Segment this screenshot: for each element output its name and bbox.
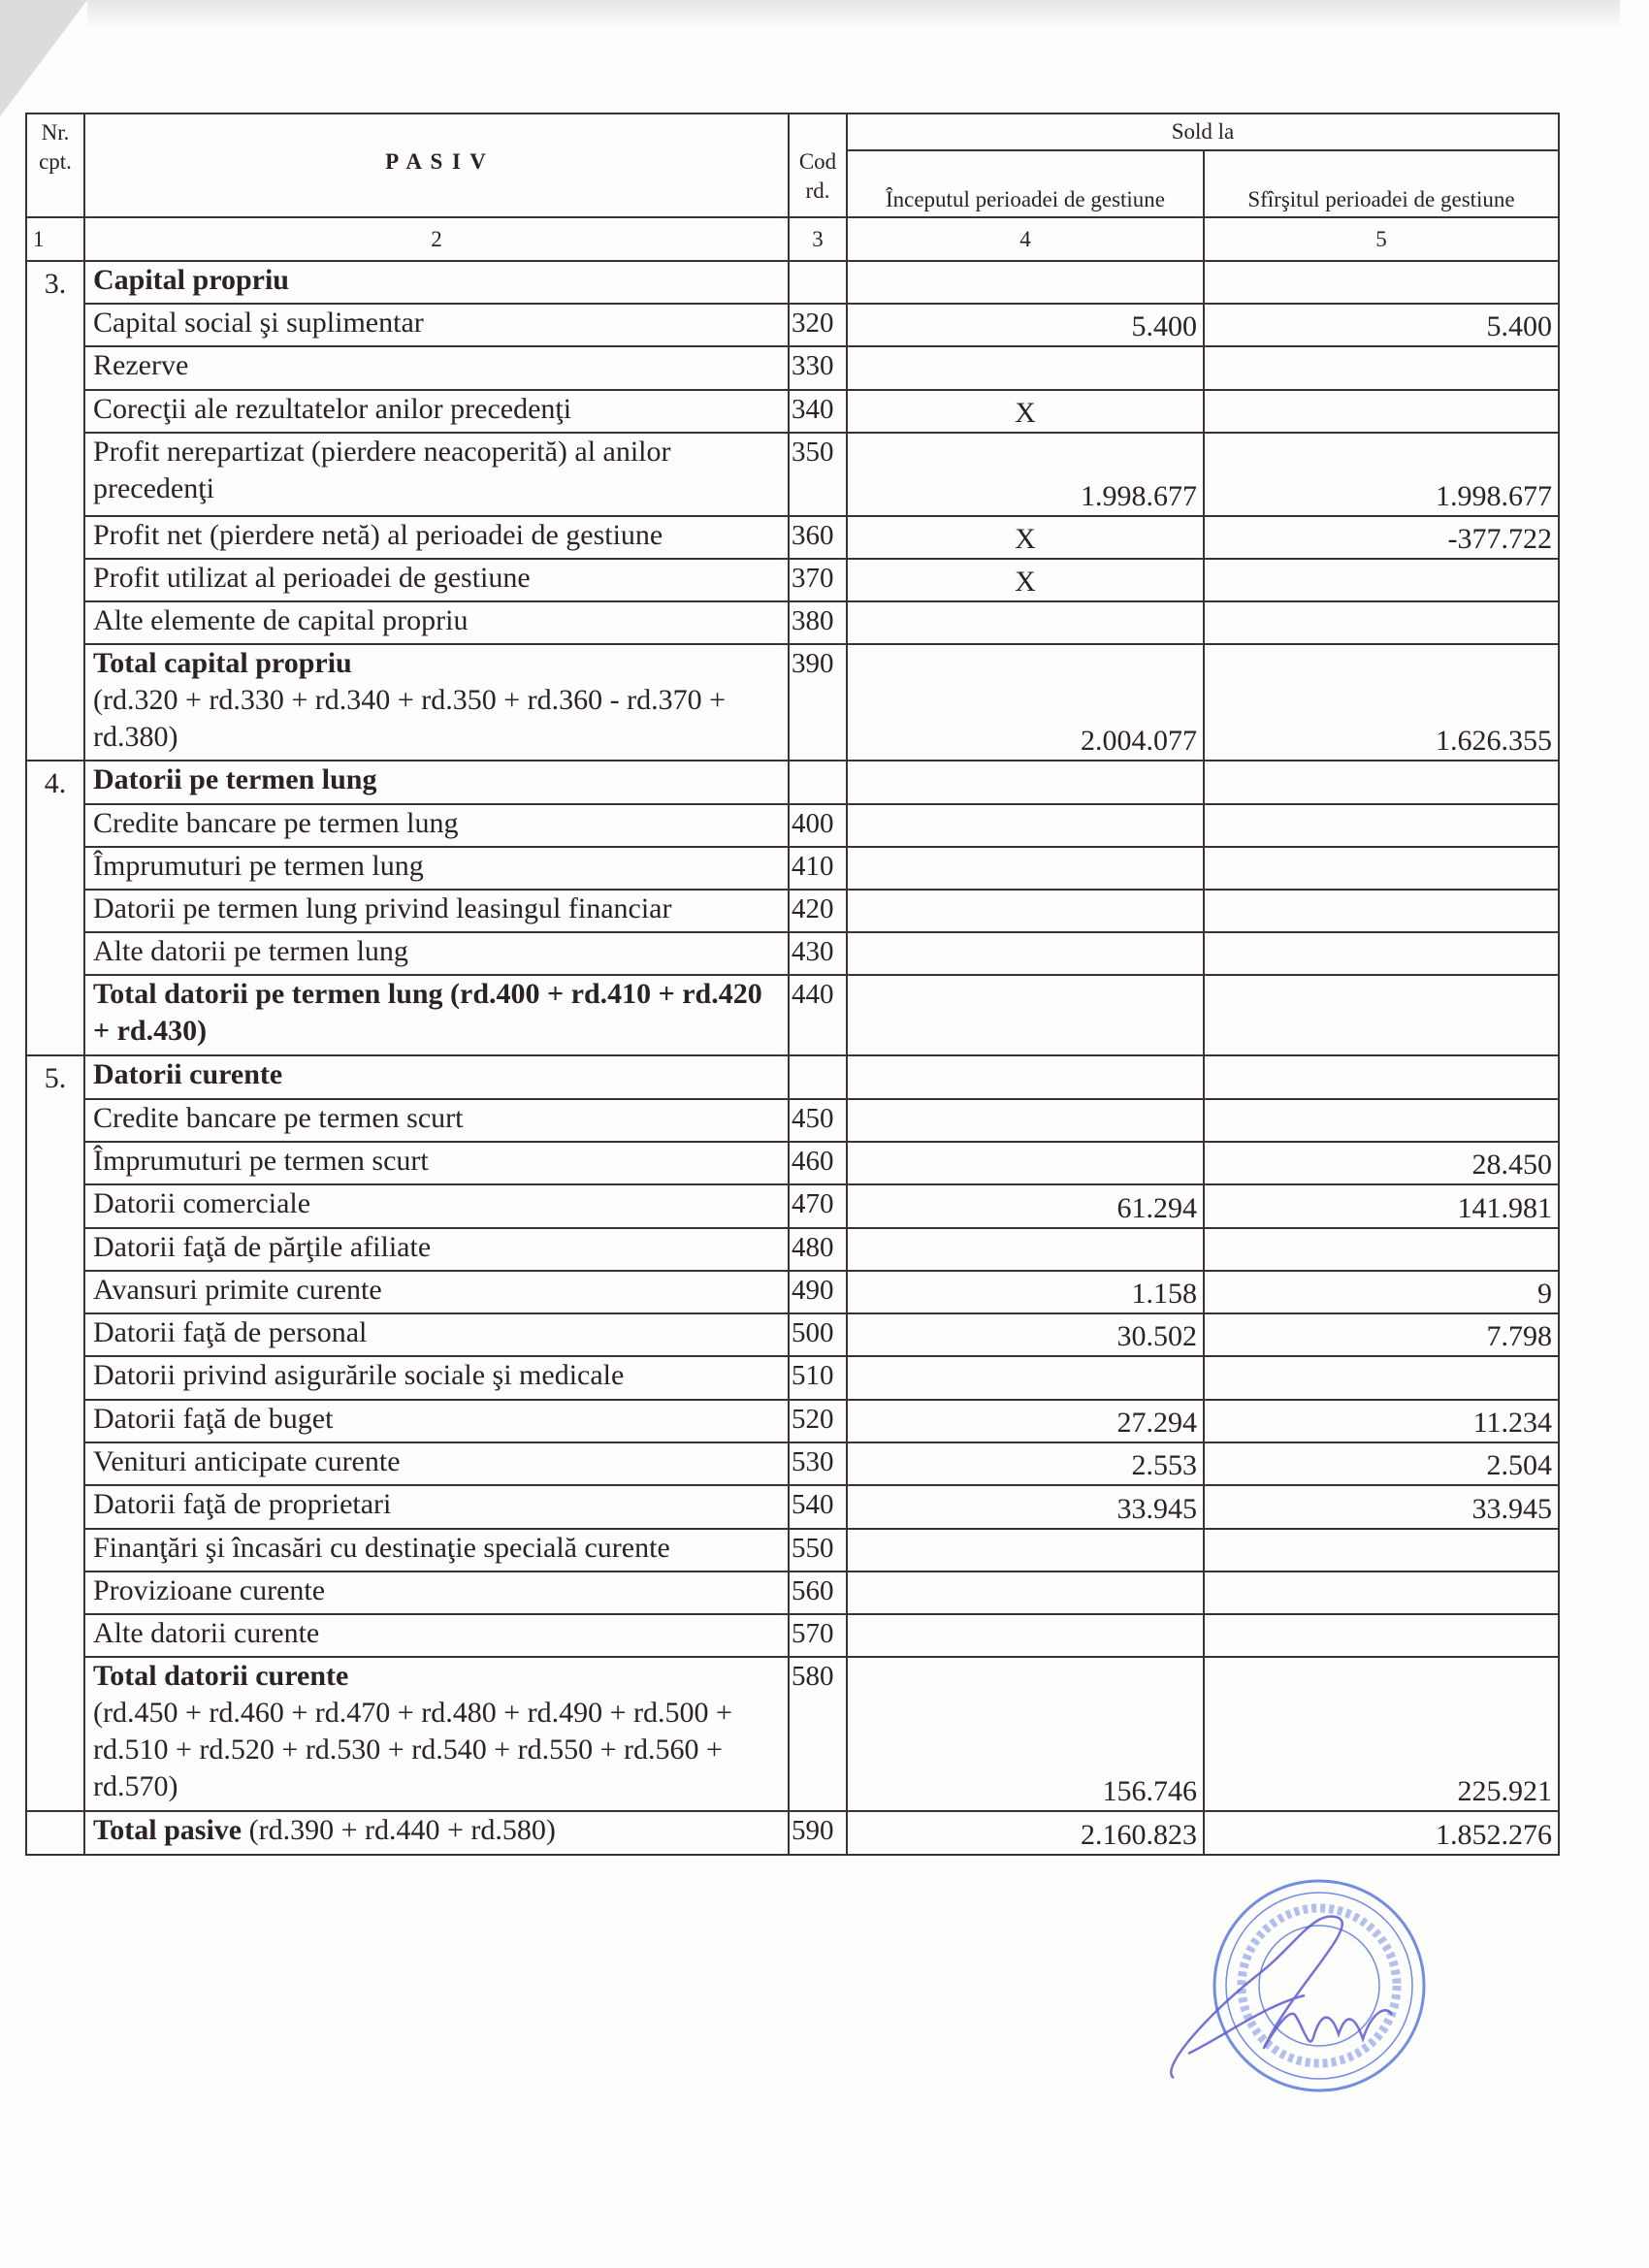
- table-row: [26, 1614, 1559, 1657]
- table-row: [26, 1271, 1559, 1313]
- row-label-430: [84, 932, 789, 975]
- section-number: 3.: [26, 261, 84, 761]
- row-label-500: [84, 1313, 789, 1356]
- row-label-text: Total datorii curente: [93, 1660, 349, 1692]
- value-start-of-period: [847, 1529, 1204, 1571]
- row-label-320: [84, 304, 789, 346]
- code-cell: [789, 761, 847, 804]
- table-row: [26, 804, 1559, 847]
- table-row: [26, 932, 1559, 975]
- table-row: [26, 1485, 1559, 1529]
- row-label-text: Împrumuturi pe termen scurt: [93, 1145, 429, 1177]
- value-end-of-period: [1204, 1099, 1559, 1142]
- table-row: [26, 847, 1559, 890]
- index-3: 3: [789, 217, 847, 261]
- row-code: 500: [789, 1313, 847, 1356]
- page-curl: [0, 0, 87, 116]
- value-end-of-period: [1204, 1614, 1559, 1657]
- value-start-of-period: [847, 1228, 1204, 1271]
- table-row: [26, 346, 1559, 390]
- row-label-530: [84, 1442, 789, 1485]
- row-code: 570: [789, 1614, 847, 1657]
- row-code: 420: [789, 890, 847, 932]
- value-end-of-period: [1204, 390, 1559, 433]
- row-formula: (rd.450 + rd.460 + rd.470 + rd.480 + rd.490 + rd.500 + rd.510 + rd.520 + rd.530 + rd.540 + rd.550 + rd.560 + rd.570): [93, 1697, 732, 1802]
- table-row: [26, 304, 1559, 346]
- row-label-text: Împrumuturi pe termen lung: [93, 850, 424, 882]
- row-label-text: Datorii faţă de părţile afiliate: [93, 1231, 432, 1263]
- value-start-cell: [847, 1055, 1204, 1099]
- section-row: [26, 1055, 1559, 1099]
- table-row: [26, 1571, 1559, 1614]
- value-end-of-period: 9: [1204, 1271, 1559, 1313]
- value-end-of-period: -377.722: [1204, 516, 1559, 559]
- row-code: 560: [789, 1571, 847, 1614]
- value-end-of-period: 11.234: [1204, 1400, 1559, 1442]
- table-row: [26, 1099, 1559, 1142]
- index-2: 2: [84, 217, 789, 261]
- row-code: 540: [789, 1485, 847, 1529]
- value-start-of-period: [847, 932, 1204, 975]
- value-start-of-period: [847, 1142, 1204, 1184]
- value-end-of-period: [1204, 559, 1559, 601]
- row-label-350: [84, 433, 789, 516]
- row-label-560: [84, 1571, 789, 1614]
- row-label-text: Datorii comerciale: [93, 1187, 311, 1219]
- value-start-cell: [847, 761, 1204, 804]
- row-label-440: [84, 975, 789, 1055]
- row-label-text: Profit nerepartizat (pierdere neacoperită) al anilor precedenţi: [93, 436, 671, 504]
- section-row: [26, 761, 1559, 804]
- table-row: [26, 1529, 1559, 1571]
- index-4: 4: [847, 217, 1204, 261]
- value-start-of-period: 5.400: [847, 304, 1204, 346]
- value-start-of-period: 2.004.077: [847, 644, 1204, 761]
- value-start-of-period: 27.294: [847, 1400, 1204, 1442]
- table-row: [26, 559, 1559, 601]
- value-start-of-period: 156.746: [847, 1657, 1204, 1811]
- row-label-520: [84, 1400, 789, 1442]
- code-cell: [789, 261, 847, 304]
- row-label-text: Credite bancare pe termen lung: [93, 807, 459, 839]
- row-label-540: [84, 1485, 789, 1529]
- row-code: 470: [789, 1184, 847, 1228]
- value-end-of-period: [1204, 1228, 1559, 1271]
- value-end-cell: [1204, 1055, 1559, 1099]
- row-code: 370: [789, 559, 847, 601]
- table-row: [26, 890, 1559, 932]
- row-label-text: Datorii faţă de buget: [93, 1403, 334, 1435]
- row-label-text: Alte elemente de capital propriu: [93, 604, 469, 636]
- value-end-of-period: [1204, 346, 1559, 390]
- value-start-of-period: [847, 1356, 1204, 1400]
- value-end-of-period: [1204, 975, 1559, 1055]
- table-row: [26, 433, 1559, 516]
- value-end-of-period: [1204, 1356, 1559, 1400]
- table-row: [26, 390, 1559, 433]
- value-end-of-period: 1.998.677: [1204, 433, 1559, 516]
- row-label-410: [84, 847, 789, 890]
- value-start-of-period: 1.158: [847, 1271, 1204, 1313]
- table-row: [26, 975, 1559, 1055]
- row-label-text: Credite bancare pe termen scurt: [93, 1102, 464, 1134]
- value-start-of-period: X: [847, 516, 1204, 559]
- table-row: [26, 644, 1559, 761]
- row-code: 530: [789, 1442, 847, 1485]
- row-label-360: [84, 516, 789, 559]
- table-row: [26, 601, 1559, 644]
- value-end-of-period: [1204, 1571, 1559, 1614]
- row-code: 590: [789, 1811, 847, 1855]
- value-start-of-period: [847, 1099, 1204, 1142]
- header-sold-la: Sold la: [847, 113, 1559, 150]
- row-label-text: Datorii pe termen lung privind leasingul financiar: [93, 892, 672, 924]
- value-end-of-period: [1204, 847, 1559, 890]
- row-label-text: Datorii faţă de proprietari: [93, 1488, 392, 1520]
- row-label-text: Corecţii ale rezultatelor anilor precedenţi: [93, 393, 572, 425]
- row-code: 580: [789, 1657, 847, 1811]
- row-code: 490: [789, 1271, 847, 1313]
- row-label-460: [84, 1142, 789, 1184]
- row-label-text: Total capital propriu: [93, 647, 352, 679]
- table-row: [26, 1657, 1559, 1811]
- row-code: 520: [789, 1400, 847, 1442]
- row-label-490: [84, 1271, 789, 1313]
- row-label-text: Profit utilizat al perioadei de gestiune: [93, 562, 531, 594]
- row-code: 430: [789, 932, 847, 975]
- row-label-380: [84, 601, 789, 644]
- value-start-of-period: 61.294: [847, 1184, 1204, 1228]
- section-title-capital-propriu: Capital propriu: [84, 261, 789, 304]
- value-end-cell: [1204, 761, 1559, 804]
- row-label-text: Capital social şi suplimentar: [93, 307, 424, 339]
- row-label-590: [84, 1811, 789, 1855]
- balance-sheet-page: [25, 113, 1558, 2122]
- value-start-of-period: 30.502: [847, 1313, 1204, 1356]
- value-start-of-period: [847, 346, 1204, 390]
- table-row: [26, 1142, 1559, 1184]
- row-label-400: [84, 804, 789, 847]
- row-label-390: [84, 644, 789, 761]
- row-label-340: [84, 390, 789, 433]
- row-code: 350: [789, 433, 847, 516]
- table-row: [26, 1313, 1559, 1356]
- value-start-of-period: 2.160.823: [847, 1811, 1204, 1855]
- section-number: 5.: [26, 1055, 84, 1811]
- value-end-of-period: 28.450: [1204, 1142, 1559, 1184]
- value-end-of-period: [1204, 601, 1559, 644]
- value-end-of-period: 225.921: [1204, 1657, 1559, 1811]
- value-end-of-period: [1204, 804, 1559, 847]
- value-start-of-period: [847, 847, 1204, 890]
- table-row: [26, 516, 1559, 559]
- value-start-of-period: [847, 975, 1204, 1055]
- value-start-cell: [847, 261, 1204, 304]
- header-inceput: Începutul perioadei de gestiune: [847, 150, 1204, 217]
- row-code: 390: [789, 644, 847, 761]
- row-label-text: Provizioane curente: [93, 1574, 326, 1606]
- row-code: 440: [789, 975, 847, 1055]
- value-end-of-period: [1204, 890, 1559, 932]
- row-code: 510: [789, 1356, 847, 1400]
- row-label-text: Alte datorii pe termen lung: [93, 935, 408, 967]
- value-end-of-period: [1204, 1529, 1559, 1571]
- table-row: [26, 1184, 1559, 1228]
- row-label-370: [84, 559, 789, 601]
- row-label-text: Alte datorii curente: [93, 1617, 320, 1649]
- company-stamp-and-signature: [1149, 1860, 1460, 2122]
- row-code: 400: [789, 804, 847, 847]
- row-label-text: Total pasive: [93, 1814, 242, 1846]
- code-cell: [789, 1055, 847, 1099]
- row-code: 450: [789, 1099, 847, 1142]
- header-sfirsit: Sfîrşitul perioadei de gestiune: [1204, 150, 1559, 217]
- section-row: [26, 261, 1559, 304]
- value-end-of-period: 2.504: [1204, 1442, 1559, 1485]
- row-label-text: Datorii faţă de personal: [93, 1316, 368, 1348]
- value-start-of-period: [847, 1571, 1204, 1614]
- row-code: 320: [789, 304, 847, 346]
- value-start-of-period: [847, 601, 1204, 644]
- header-pasiv: P A S I V: [84, 113, 789, 217]
- index-5: 5: [1204, 217, 1559, 261]
- row-code: 360: [789, 516, 847, 559]
- value-end-of-period: 5.400: [1204, 304, 1559, 346]
- row-code: 340: [789, 390, 847, 433]
- row-label-420: [84, 890, 789, 932]
- row-code: 330: [789, 346, 847, 390]
- row-formula: (rd.390 + rd.440 + rd.580): [248, 1814, 556, 1846]
- value-end-cell: [1204, 261, 1559, 304]
- section-number: 4.: [26, 761, 84, 1055]
- value-end-of-period: 141.981: [1204, 1184, 1559, 1228]
- value-end-of-period: [1204, 932, 1559, 975]
- value-end-of-period: 1.852.276: [1204, 1811, 1559, 1855]
- row-code: 550: [789, 1529, 847, 1571]
- value-start-of-period: 33.945: [847, 1485, 1204, 1529]
- table-row: [26, 1811, 1559, 1855]
- header-nr: Nr. cpt.: [26, 113, 84, 217]
- value-start-of-period: [847, 890, 1204, 932]
- row-label-text: Venituri anticipate curente: [93, 1445, 401, 1477]
- row-label-text: Rezerve: [93, 349, 189, 381]
- table-row: [26, 1356, 1559, 1400]
- row-label-570: [84, 1614, 789, 1657]
- row-label-450: [84, 1099, 789, 1142]
- pasiv-table: [25, 113, 1560, 1856]
- value-end-of-period: 33.945: [1204, 1485, 1559, 1529]
- row-label-470: [84, 1184, 789, 1228]
- value-start-of-period: 1.998.677: [847, 433, 1204, 516]
- value-start-of-period: X: [847, 390, 1204, 433]
- row-label-480: [84, 1228, 789, 1271]
- row-label-510: [84, 1356, 789, 1400]
- scan-shadow: [87, 0, 1620, 29]
- row-label-text: Total datorii pe termen lung (rd.400 + rd.410 + rd.420 + rd.430): [93, 978, 762, 1047]
- index-1: 1: [26, 217, 84, 261]
- row-code: 460: [789, 1142, 847, 1184]
- row-label-text: Finanţări şi încasări cu destinaţie specială curente: [93, 1532, 670, 1564]
- section-title-datorii-curente: Datorii curente: [84, 1055, 789, 1099]
- row-code: 380: [789, 601, 847, 644]
- row-label-580: [84, 1657, 789, 1811]
- row-label-text: Avansuri primite curente: [93, 1274, 382, 1306]
- table-row: [26, 1228, 1559, 1271]
- row-code: 480: [789, 1228, 847, 1271]
- empty-nr-cell: [26, 1811, 84, 1855]
- header-cod: Cod rd.: [789, 113, 847, 217]
- value-end-of-period: 1.626.355: [1204, 644, 1559, 761]
- row-label-330: [84, 346, 789, 390]
- row-formula: (rd.320 + rd.330 + rd.340 + rd.350 + rd.360 - rd.370 + rd.380): [93, 684, 727, 753]
- row-label-text: Datorii privind asigurările sociale şi medicale: [93, 1359, 625, 1391]
- table-row: [26, 1400, 1559, 1442]
- value-end-of-period: 7.798: [1204, 1313, 1559, 1356]
- value-start-of-period: 2.553: [847, 1442, 1204, 1485]
- row-code: 410: [789, 847, 847, 890]
- value-start-of-period: X: [847, 559, 1204, 601]
- row-label-550: [84, 1529, 789, 1571]
- value-start-of-period: [847, 1614, 1204, 1657]
- row-label-text: Profit net (pierdere netă) al perioadei de gestiune: [93, 519, 663, 551]
- value-start-of-period: [847, 804, 1204, 847]
- table-row: [26, 1442, 1559, 1485]
- stamp-area: [1149, 1860, 1460, 2122]
- section-title-datorii-pe-termen-lung: Datorii pe termen lung: [84, 761, 789, 804]
